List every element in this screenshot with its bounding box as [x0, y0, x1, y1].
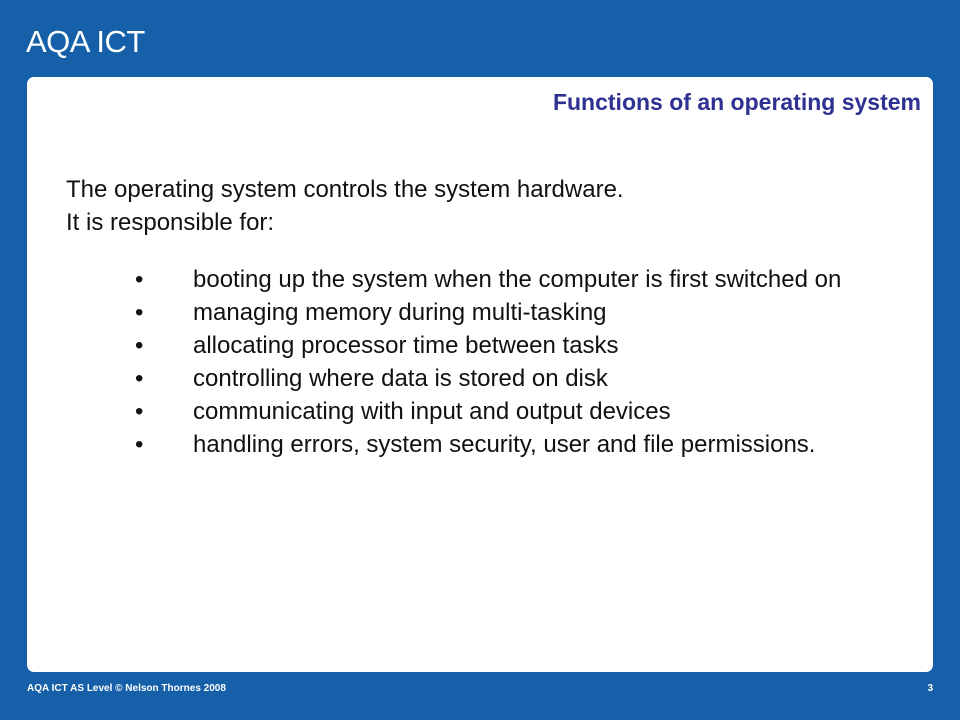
bullet-text: managing memory during multi-tasking: [193, 299, 607, 326]
bullet-icon: •: [135, 365, 144, 392]
bullet-text: handling errors, system security, user and file permissions.: [193, 431, 816, 458]
bullet-text: booting up the system when the computer is first switched on: [193, 266, 842, 293]
list-item: [135, 329, 855, 362]
list-item: [135, 296, 855, 329]
bullet-icon: •: [135, 299, 144, 326]
intro-line: The operating system controls the system hardware.: [66, 176, 624, 203]
slide-title: Functions of an operating system: [552, 89, 921, 115]
bullet-icon: •: [135, 332, 144, 359]
intro-line: It is responsible for:: [66, 209, 275, 236]
footer-copyright: AQA ICT AS Level © Nelson Thornes 2008: [27, 683, 226, 694]
page-number: 3: [927, 683, 933, 694]
content-panel: [27, 77, 933, 672]
bullet-text: controlling where data is stored on disk: [193, 365, 608, 392]
intro-text: [66, 173, 624, 239]
logo-text: AQA ICT: [26, 24, 145, 59]
bullet-icon: •: [135, 266, 144, 293]
bullet-list: [135, 263, 855, 461]
list-item: [135, 263, 855, 296]
list-item: [135, 362, 855, 395]
bullet-text: allocating processor time between tasks: [193, 332, 619, 359]
list-item: [135, 428, 855, 461]
bullet-icon: •: [135, 398, 144, 425]
aqa-ict-logo: [26, 24, 145, 60]
list-item: [135, 395, 855, 428]
bullet-icon: •: [135, 431, 144, 458]
bullet-text: communicating with input and output devices: [193, 398, 671, 425]
